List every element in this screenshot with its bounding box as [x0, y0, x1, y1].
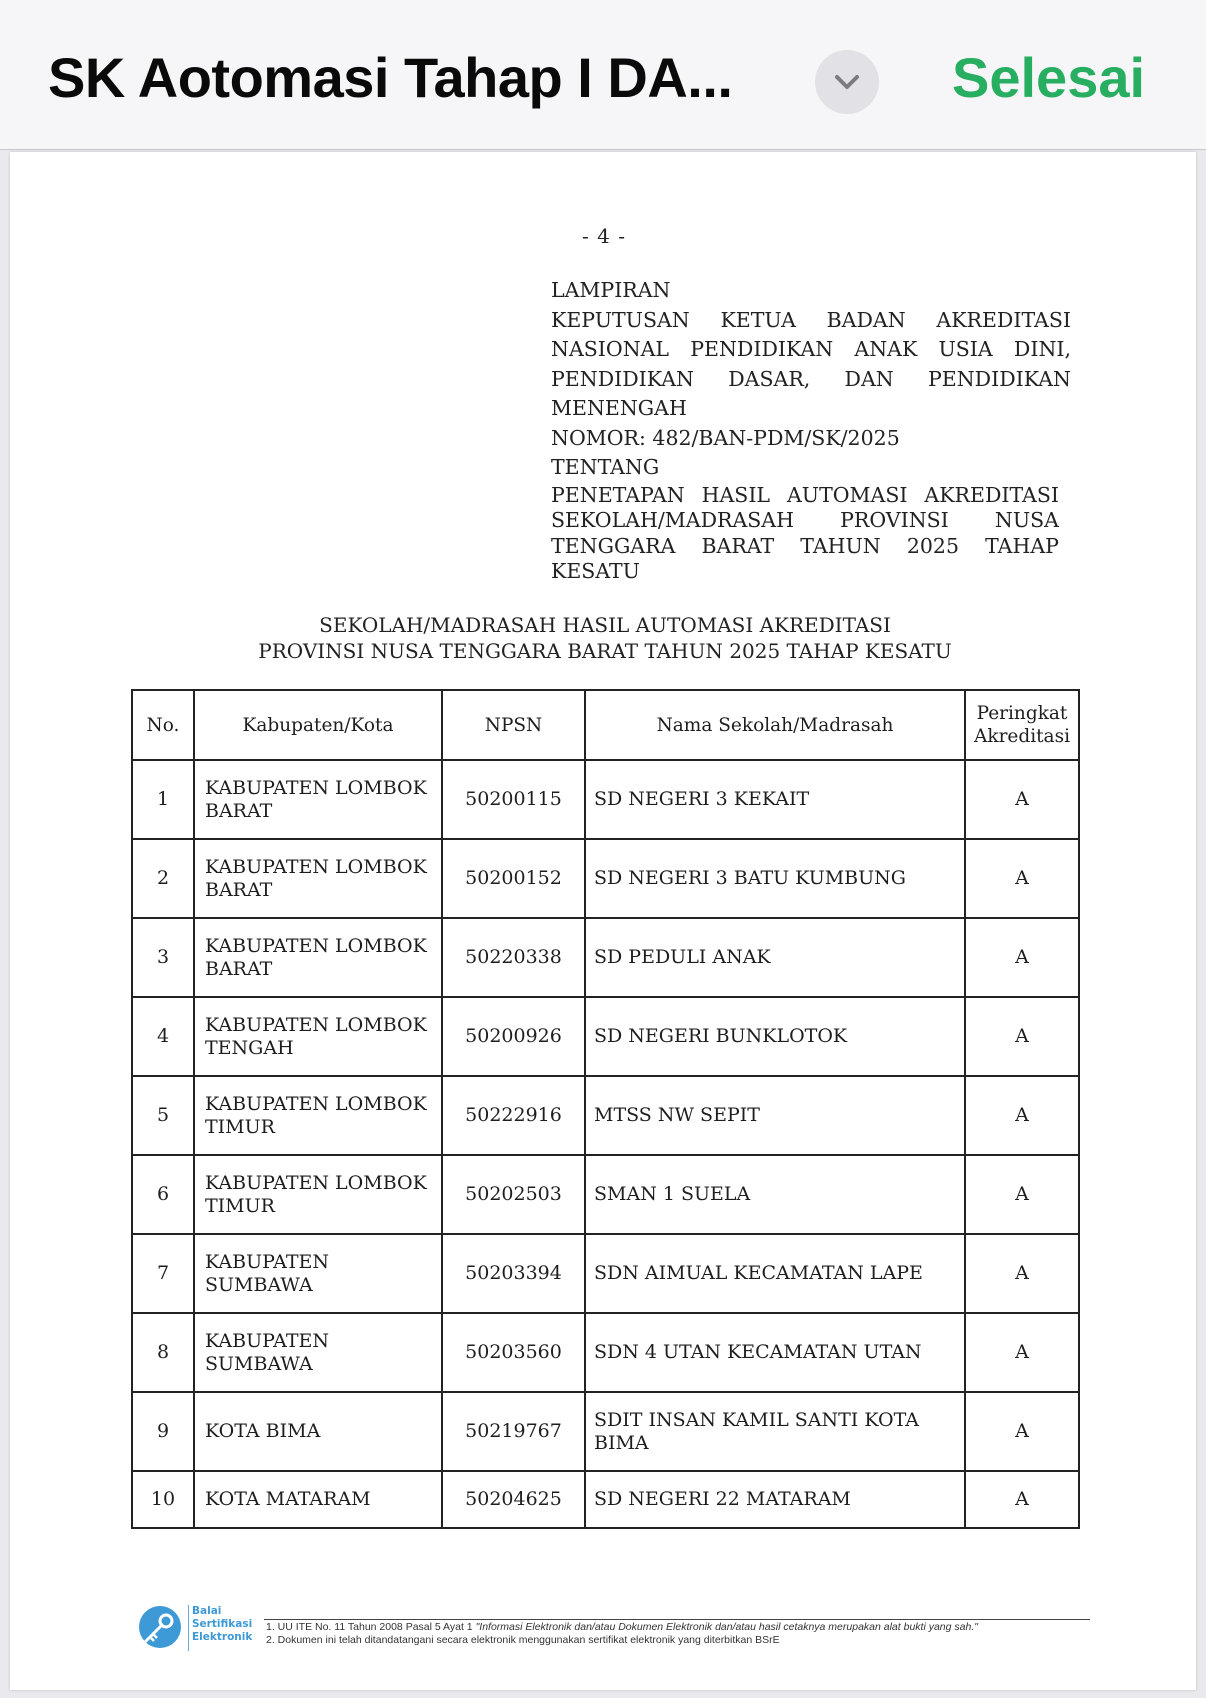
subject-line-4: KESATU	[551, 559, 640, 583]
esignature-footer	[138, 1603, 1098, 1653]
brand-line: Elektronik	[192, 1631, 253, 1643]
done-button[interactable]: Selesai	[952, 46, 1146, 109]
cell-nama-line-1: SMAN 1 SUELA	[594, 1183, 751, 1205]
cell-nama-line-1: SD NEGERI BUNKLOTOK	[594, 1025, 848, 1047]
document-title[interactable]: SK Aotomasi Tahap I DA...	[48, 46, 733, 109]
cell-nama	[585, 1392, 965, 1471]
cell-nama-line-1: MTSS NW SEPIT	[594, 1104, 760, 1126]
cell-nama	[585, 1313, 965, 1392]
cell-kabupaten	[194, 1076, 442, 1155]
cell-nama	[585, 1155, 965, 1234]
page-number: - 4 -	[582, 224, 626, 248]
cell-kabupaten	[194, 839, 442, 918]
cell-kabupaten	[194, 1471, 442, 1528]
word: PENDIDIKAN	[927, 366, 1071, 391]
lampiran-heading: LAMPIRAN	[551, 278, 671, 302]
header-peringkat	[965, 690, 1079, 760]
lampiran-line-2	[551, 335, 1071, 365]
table-header-row	[132, 690, 1079, 760]
footer-note-2: 2. Dokumen ini telah ditandatangani secara elektronik menggunakan sertifikat elektronik yang diterbitkan BSrE	[266, 1634, 780, 1646]
note-1-quote: "Informasi Elektronik dan/atau Dokumen Elektronik dan/atau hasil cetaknya merupakan alat bukti yang sah."	[475, 1621, 978, 1633]
cell-kabupaten-line-1: KABUPATEN LOMBOK	[205, 776, 427, 799]
word: PENETAPAN	[551, 482, 685, 507]
cell-no: 5	[132, 1076, 194, 1155]
header-npsn: NPSN	[442, 690, 585, 760]
cell-peringkat: A	[965, 997, 1079, 1076]
cell-npsn: 50222916	[442, 1076, 585, 1155]
tentang-label: TENTANG	[551, 455, 660, 479]
table-row	[132, 1076, 1079, 1155]
header-nama: Nama Sekolah/Madrasah	[585, 690, 965, 760]
cell-nama-line-1: SDIT INSAN KAMIL SANTI KOTA	[594, 1408, 919, 1431]
cell-peringkat: A	[965, 1076, 1079, 1155]
table-title	[131, 612, 1079, 664]
table-row	[132, 918, 1079, 997]
title-menu-button[interactable]	[815, 50, 879, 114]
cell-nama-line-1: SDN 4 UTAN KECAMATAN UTAN	[594, 1341, 922, 1363]
cell-no: 1	[132, 760, 194, 839]
cell-npsn: 50219767	[442, 1392, 585, 1471]
cell-kabupaten-line-2: BARAT	[205, 878, 273, 901]
lampiran-line-1	[551, 306, 1071, 336]
word: NASIONAL	[551, 337, 670, 361]
word: HASIL	[701, 482, 771, 507]
word: KEPUTUSAN	[551, 307, 690, 332]
cell-nama-line-1: SDN AIMUAL KECAMATAN LAPE	[594, 1262, 923, 1284]
cell-peringkat: A	[965, 760, 1079, 839]
cell-kabupaten-line-1: KABUPATEN LOMBOK	[205, 1092, 427, 1115]
cell-kabupaten	[194, 1392, 442, 1471]
cell-nama-line-2: BIMA	[594, 1431, 649, 1454]
bsre-key-logo-icon	[138, 1605, 182, 1649]
cell-npsn: 50200115	[442, 760, 585, 839]
cell-peringkat: A	[965, 839, 1079, 918]
cell-kabupaten-line-1: KABUPATEN LOMBOK	[205, 934, 427, 957]
word: DAN	[844, 366, 894, 391]
table-row	[132, 839, 1079, 918]
word: TAHAP	[985, 533, 1059, 558]
cell-kabupaten-line-1: KABUPATEN LOMBOK	[205, 1013, 427, 1036]
cell-peringkat: A	[965, 1155, 1079, 1234]
cell-nama	[585, 839, 965, 918]
word: AUTOMASI	[786, 482, 908, 507]
cell-npsn: 50200926	[442, 997, 585, 1076]
brand-line: Sertifikasi	[192, 1618, 253, 1630]
cell-no: 2	[132, 839, 194, 918]
cell-nama-line-1: SD NEGERI 3 BATU KUMBUNG	[594, 867, 906, 889]
cell-nama	[585, 997, 965, 1076]
bsre-brand	[192, 1605, 252, 1644]
cell-kabupaten-line-1: KABUPATEN	[205, 1329, 330, 1352]
accreditation-table	[131, 689, 1080, 1529]
cell-peringkat: A	[965, 1471, 1079, 1528]
cell-peringkat: A	[965, 1392, 1079, 1471]
cell-kabupaten-line-2: BARAT	[205, 799, 273, 822]
word: ANAK	[854, 337, 918, 361]
cell-no: 10	[132, 1471, 194, 1528]
cell-kabupaten	[194, 1313, 442, 1392]
note-1-prefix: 1. UU ITE No. 11 Tahun 2008 Pasal 5 Ayat 1	[266, 1621, 476, 1633]
footer-notes	[266, 1621, 978, 1647]
table-row	[132, 1392, 1079, 1471]
cell-nama	[585, 1471, 965, 1528]
chevron-down-icon	[833, 72, 861, 92]
cell-no: 9	[132, 1392, 194, 1471]
table-row	[132, 1471, 1079, 1528]
cell-npsn: 50200152	[442, 839, 585, 918]
word: AKREDITASI	[924, 482, 1059, 507]
cell-kabupaten	[194, 1155, 442, 1234]
table-title-line-2: PROVINSI NUSA TENGGARA BARAT TAHUN 2025 TAHAP KESATU	[258, 639, 952, 663]
viewer-header	[0, 0, 1206, 150]
cell-kabupaten-line-2: SUMBAWA	[205, 1273, 313, 1296]
table-body	[132, 760, 1079, 1528]
table-row	[132, 1313, 1079, 1392]
cell-kabupaten	[194, 997, 442, 1076]
cell-npsn: 50203560	[442, 1313, 585, 1392]
word: USIA	[938, 337, 993, 361]
cell-no: 6	[132, 1155, 194, 1234]
word: PROVINSI	[840, 508, 949, 532]
word: TENGGARA	[551, 533, 676, 558]
word: DINI,	[1013, 337, 1071, 361]
lampiran-line-4: MENENGAH	[551, 396, 687, 420]
word: DASAR,	[728, 366, 811, 391]
word: BADAN	[826, 307, 906, 332]
decree-number: NOMOR: 482/BAN-PDM/SK/2025	[551, 425, 900, 450]
table-row	[132, 1155, 1079, 1234]
cell-npsn: 50203394	[442, 1234, 585, 1313]
cell-kabupaten-line-2: TIMUR	[205, 1115, 275, 1138]
cell-npsn: 50204625	[442, 1471, 585, 1528]
cell-kabupaten-line-2: BARAT	[205, 957, 273, 980]
cell-kabupaten	[194, 760, 442, 839]
cell-no: 8	[132, 1313, 194, 1392]
header-peringkat-line-2: Akreditasi	[974, 726, 1070, 747]
subject-line-3	[551, 534, 1059, 560]
cell-peringkat: A	[965, 918, 1079, 997]
table-title-line-1: SEKOLAH/MADRASAH HASIL AUTOMASI AKREDITASI	[319, 613, 891, 637]
cell-no: 4	[132, 997, 194, 1076]
table-row	[132, 760, 1079, 839]
cell-kabupaten-line-2: SUMBAWA	[205, 1352, 313, 1375]
cell-npsn: 50202503	[442, 1155, 585, 1234]
footer-note-1	[266, 1621, 978, 1634]
cell-peringkat: A	[965, 1313, 1079, 1392]
subject-line-1	[551, 483, 1059, 509]
subject-line-2	[551, 508, 1059, 534]
word: NUSA	[994, 508, 1059, 532]
cell-kabupaten-line-1: KABUPATEN LOMBOK	[205, 1171, 427, 1194]
cell-nama	[585, 1234, 965, 1313]
word: KETUA	[720, 307, 796, 332]
lampiran-line-3	[551, 365, 1071, 395]
table-row	[132, 1234, 1079, 1313]
cell-nama-line-1: SD NEGERI 3 KEKAIT	[594, 788, 810, 810]
word: 2025	[906, 533, 959, 558]
cell-nama-line-1: SD NEGERI 22 MATARAM	[594, 1488, 851, 1510]
header-no: No.	[132, 690, 194, 760]
divider	[188, 1605, 189, 1651]
cell-nama	[585, 760, 965, 839]
cell-kabupaten-line-2: TENGAH	[205, 1036, 294, 1059]
header-peringkat-line-1: Peringkat	[976, 703, 1068, 724]
cell-nama-line-1: SD PEDULI ANAK	[594, 946, 771, 968]
cell-no: 7	[132, 1234, 194, 1313]
attachment-header	[551, 276, 1071, 585]
cell-kabupaten-line-1: KABUPATEN LOMBOK	[205, 855, 427, 878]
word: AKREDITASI	[936, 307, 1071, 332]
word: PENDIDIKAN	[551, 366, 694, 391]
cell-kabupaten	[194, 918, 442, 997]
word: BARAT	[701, 533, 775, 558]
word: SEKOLAH/MADRASAH	[551, 508, 794, 532]
cell-kabupaten	[194, 1234, 442, 1313]
footer-rule	[264, 1619, 1090, 1620]
cell-nama	[585, 1076, 965, 1155]
cell-no: 3	[132, 918, 194, 997]
header-kabupaten: Kabupaten/Kota	[194, 690, 442, 760]
cell-npsn: 50220338	[442, 918, 585, 997]
cell-kabupaten-line-1: KOTA BIMA	[205, 1420, 321, 1442]
cell-kabupaten-line-1: KOTA MATARAM	[205, 1488, 371, 1510]
table-row	[132, 997, 1079, 1076]
cell-kabupaten-line-1: KABUPATEN	[205, 1250, 330, 1273]
cell-peringkat: A	[965, 1234, 1079, 1313]
word: PENDIDIKAN	[690, 337, 834, 361]
cell-nama	[585, 918, 965, 997]
word: TAHUN	[800, 533, 881, 558]
cell-kabupaten-line-2: TIMUR	[205, 1194, 275, 1217]
brand-line: Balai	[192, 1605, 222, 1617]
